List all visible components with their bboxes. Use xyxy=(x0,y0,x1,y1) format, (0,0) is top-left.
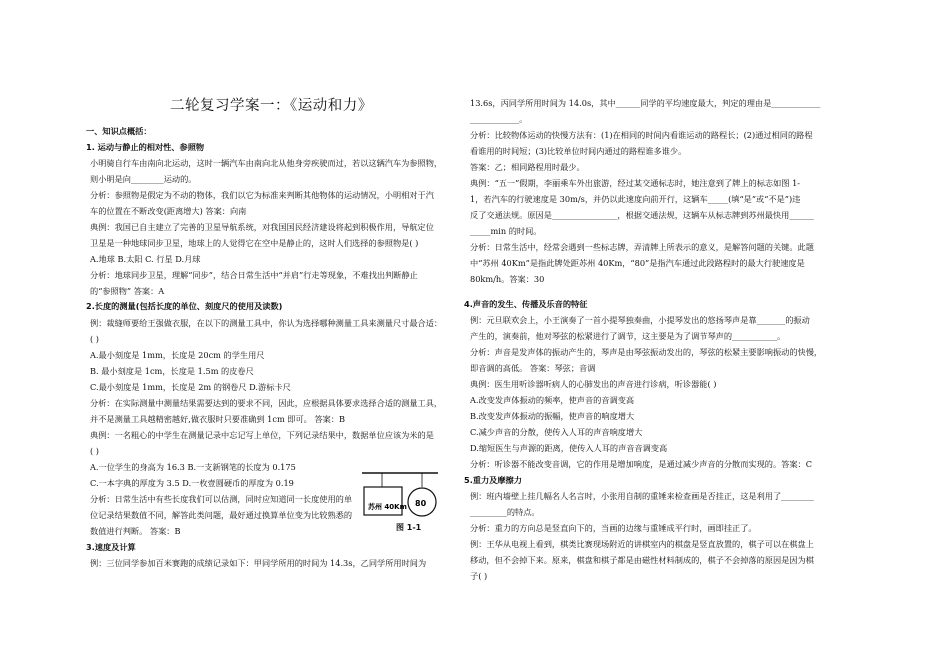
left-text-line: 小明骑自行车由南向北运动，这时一辆汽车由南向北从他身旁疾驶而过，若以这辆汽车为参照物， xyxy=(90,158,443,168)
right-text-line: 分析：听诊器不能改变音调，它的作用是增加响度，是通过减少声音的分散而实现的。答案：C xyxy=(470,459,812,469)
right-text-line: 反了交通法规。原因是________________，根据交通法规，这辆车从标志牌到苏州最快用______ xyxy=(470,210,814,220)
right-text-line: 例：元旦联欢会上，小王演奏了一首小提琴独奏曲，小提琴发出的悠扬琴声是靠_______的振动 xyxy=(470,315,810,325)
left-text-line: 典例：一名粗心的中学生在测量记录中忘记写上单位，下列记录结果中，数据单位应该为米的是 xyxy=(90,430,434,440)
figure-caption: 图 1-1 xyxy=(396,523,422,532)
right-text-line: 中“苏州 40Km”是指此牌处距苏州 40Km，“80”是指汽车通过此段路程时的最大行驶速度是 xyxy=(470,258,805,268)
left-text-line: A.一位学生的身高为 16.3 B.一支新钢笔的长度为 0.175 xyxy=(90,462,296,472)
right-text-line: 分析：声音是发声体的振动产生的，琴声是由琴弦振动发出的，琴弦的松紧主要影响振动的快慢， xyxy=(470,347,823,357)
right-text-line: 即音调的高低。 答案：琴弦；音调 xyxy=(470,363,596,373)
left-text-line: 的“参照物” 答案：A xyxy=(90,286,165,296)
right-text-line: 5.重力及摩擦力 xyxy=(464,475,522,485)
right-text-line: C.减少声音的分散，使传入人耳的声音响度增大 xyxy=(470,427,643,437)
left-text-line: 位记录结果数值不同，解答此类问题，最好通过换算单位变为比较熟悉的 xyxy=(90,510,353,520)
right-text-line: 分析：日常生活中，经常会遇到一些标志牌，弄清牌上所表示的意义，是解答问题的关键。此题 xyxy=(470,242,814,252)
left-text-line: 例：裁缝师要给王强做衣服，在以下的测量工具中，你认为选择哪种测量工具来测量尺寸最合适： xyxy=(90,318,443,328)
right-text-line: D.缩短医生与声源的距离，使传入人耳的声音音调变高 xyxy=(470,443,668,453)
left-text-line: C.最小刻度是 1mm，长度是 2m 的钢卷尺 D.游标卡尺 xyxy=(90,382,291,392)
right-text-line: 例：班内墙壁上挂几幅名人名言时，小张用自制的重锤来检查画是否挂正，这是利用了________ xyxy=(470,491,814,501)
left-text-line: 1. 运动与静止的相对性、参照物 xyxy=(86,142,205,152)
right-text-line: 产生的，演奏前，他对琴弦的松紧进行了调节，这主要是为了调节琴声的___________。 xyxy=(470,331,786,341)
right-text-line: 4.声音的发生、传播及乐音的特征 xyxy=(464,299,588,309)
left-text-line: ( ) xyxy=(90,446,99,456)
left-text-line: 分析：参照物是假定为不动的物体，我们以它为标准来判断其他物体的运动情况，小明相对于汽 xyxy=(90,190,434,200)
right-text-line: 答案：乙；相同路程用时最少。 xyxy=(470,162,585,172)
left-text-line: 数值进行判断。 答案：B xyxy=(90,526,181,536)
right-text-line: A.改变发声体振动的频率，使声音的音调变高 xyxy=(470,395,635,405)
right-text-line: 分析：重力的方向总是竖直向下的，当画的边缘与重锤成平行时，画即挂正了。 xyxy=(470,523,757,533)
left-text-line: 卫星是一种地球同步卫星，地球上的人觉得它在空中是静止的，这时人们选择的参照物是( ) xyxy=(90,238,419,248)
left-text-line: 典例：我国已自主建立了完善的卫星导航系统，对我国国民经济建设将起到积极作用，导航定位 xyxy=(90,222,434,232)
right-text-line: 典例：“五一”假期，李丽乘车外出旅游，经过某交通标志时，她注意到了牌上的标志如图 1- xyxy=(470,178,801,188)
right-text-line: 子( ) xyxy=(470,571,488,581)
right-text-line: 看谁用的时间短；(3)比较单位时间内通过的路程谁多谁少。 xyxy=(470,146,687,156)
left-text-line: 车的位置在不断改变(距离增大) 答案：向南 xyxy=(90,206,247,216)
right-text-line: B.改变发声体振动的振幅，使声音的响度增大 xyxy=(470,411,635,421)
left-text-line: 并不是测量工具越精密越好,做衣服时只要准确到 1cm 即可。 答案：B xyxy=(90,414,346,424)
right-text-line: 1，若汽车的行驶速度是 30m/s，并仍以此速度向前开行，这辆车_____(填“是”或“不是”)违 xyxy=(470,194,801,204)
right-text-line: 13.6s，丙同学所用时间为 14.0s，其中______同学的平均速度最大，判定的理由是____________ xyxy=(470,98,821,108)
left-text-line: 例：三位同学参加百米赛跑的成绩记录如下：甲同学所用的时间为 14.3s，乙同学所用时间为 xyxy=(90,558,427,568)
left-text-line: A.最小刻度是 1mm，长度是 20cm 的学生用尺 xyxy=(90,350,265,360)
right-text-line: _____min 的时间。 xyxy=(470,226,542,236)
left-text-line: ( ) xyxy=(90,334,99,344)
left-text-line: 分析：地球同步卫星，理解“同步”，结合日常生活中“并肩”行走等现象，不难找出判断静止 xyxy=(90,270,418,280)
right-text-line: 移动，但不会掉下来。原来，棋盘和棋子都是由磁性材料制成的，棋子不会掉落的原因是因为棋 xyxy=(470,555,814,565)
left-text-line: 分析：在实际测量中测量结果需要达到的要求不同，因此，应根据具体要求选择合适的测量工具， xyxy=(90,398,443,408)
right-text-line: ____________。 xyxy=(470,114,528,124)
right-text-line: 80km/h。答案：30 xyxy=(470,274,545,284)
left-text-line: 则小明是向________运动的。 xyxy=(90,174,197,184)
left-text-line: 分析：日常生活中有些长度我们可以估测，同时应知道同一长度使用的单 xyxy=(90,494,353,504)
left-text-line: A.地球 B.太阳 C. 行星 D.月球 xyxy=(90,254,201,264)
right-text-line: 典例：医生用听诊器听病人的心肺发出的声音进行诊病，听诊器能( ) xyxy=(470,379,717,389)
right-text-line: _________的特点。 xyxy=(470,507,540,517)
page-title: 二轮复习学案一：《运动和力》 xyxy=(170,98,373,114)
left-text-line: 一、知识点概括： xyxy=(86,126,152,136)
left-text-line: B. 最小刻度是 1cm，长度是 1.5m 的皮卷尺 xyxy=(90,366,254,376)
left-text-line: C.一本字典的厚度为 3.5 D.一枚壹圆硬币的厚度为 0.19 xyxy=(90,478,294,488)
left-text-line: 3.速度及计算 xyxy=(86,542,136,552)
sign-text: 苏州 40Km xyxy=(368,503,407,511)
right-text-line: 例：王华从电视上看到，棋类比赛现场附近的讲棋室内的棋盘是竖直放置的，棋子可以在棋盘上 xyxy=(470,539,814,549)
speed-text: 80 xyxy=(415,499,427,508)
right-text-line: 分析：比较物体运动的快慢方法有：(1)在相同的时间内看谁运动的路程长；(2)通过相同的路程 xyxy=(470,130,813,140)
left-text-line: 2.长度的测量(包括长度的单位、刻度尺的使用及读数) xyxy=(86,301,283,311)
